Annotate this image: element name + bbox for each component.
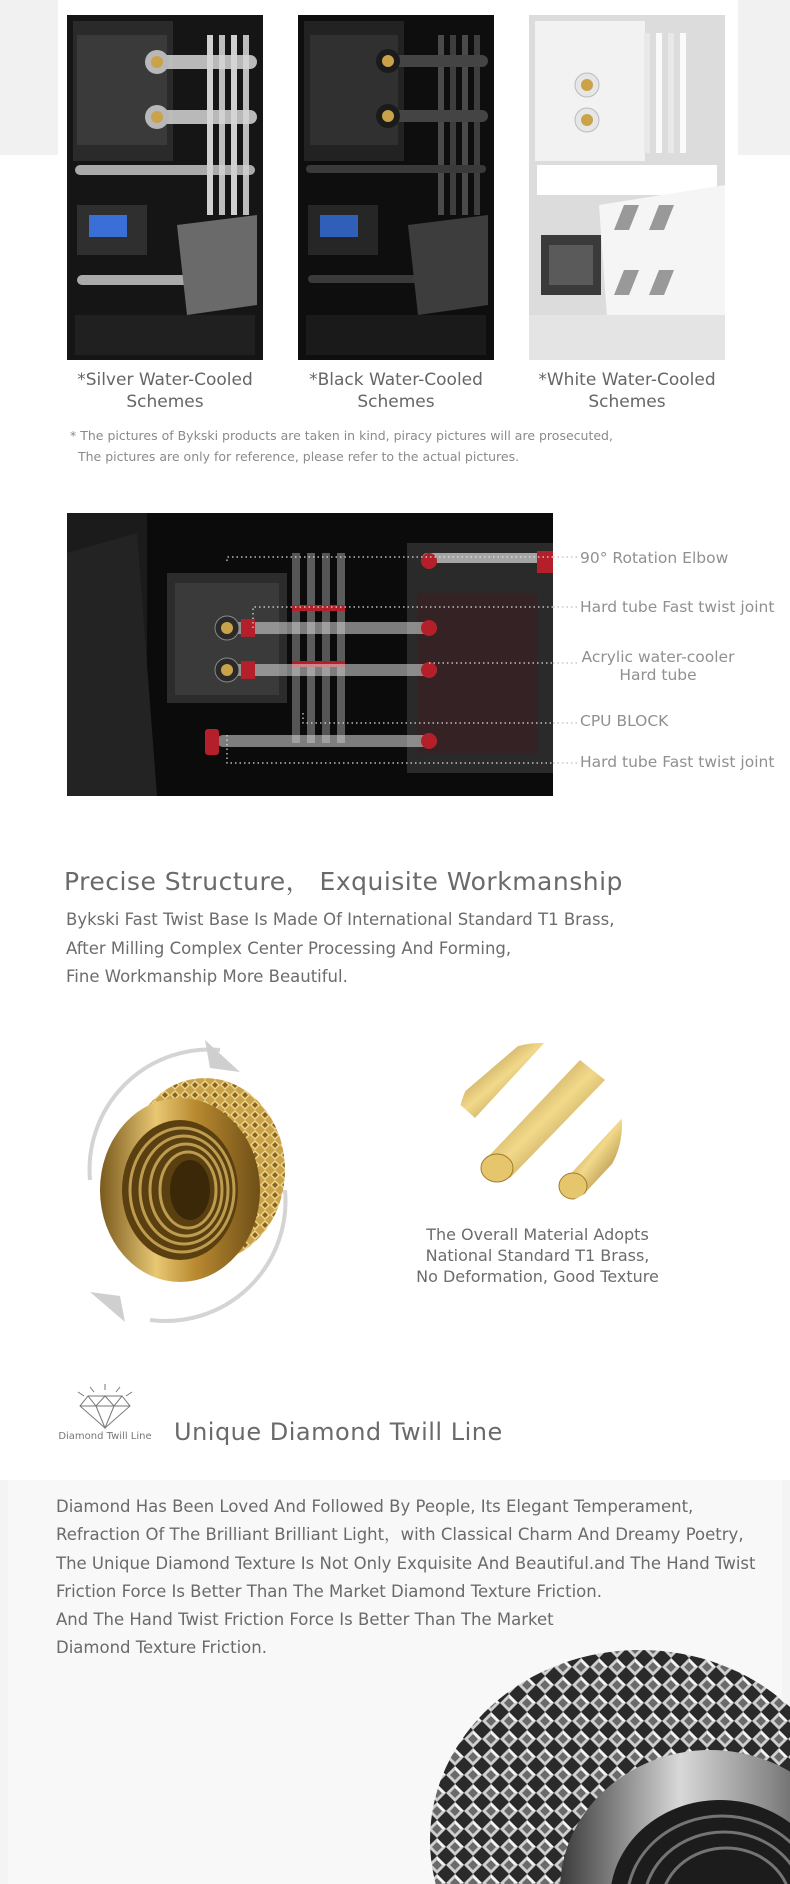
disclaimer-line2: The pictures are only for reference, please refer to the actual pictures. xyxy=(78,449,520,464)
black-scheme xyxy=(298,15,494,412)
callout-acrylic-tube xyxy=(578,648,738,684)
disclaimer-note xyxy=(70,425,613,467)
callout-rotation-elbow: 90° Rotation Elbow xyxy=(580,549,729,567)
black-scheme-caption xyxy=(278,369,514,413)
black-scheme-caption-line2: Schemes xyxy=(357,392,435,412)
material-description xyxy=(395,1224,680,1287)
black-scheme-caption-line1: *Black Water-Cooled xyxy=(309,370,483,390)
structure-line3: Fine Workmanship More Beautiful. xyxy=(66,967,348,986)
callout-joint-bottom: Hard tube Fast twist joint xyxy=(580,753,775,771)
diamond-description xyxy=(56,1493,755,1663)
callout-cpu-block: CPU BLOCK xyxy=(580,712,669,730)
silver-scheme-caption-line1: *Silver Water-Cooled xyxy=(77,370,253,390)
components-photo xyxy=(67,513,553,796)
structure-line2: After Milling Complex Center Processing And Forming, xyxy=(66,938,512,958)
white-scheme-caption-line1: *White Water-Cooled xyxy=(538,370,716,390)
brass-rods-image xyxy=(455,1040,625,1210)
diamond-line6: Diamond Texture Friction. xyxy=(56,1638,267,1658)
components-section xyxy=(0,510,790,800)
brass-fitting-image xyxy=(70,1020,310,1340)
black-scheme-photo xyxy=(298,15,494,360)
callout-joint-top: Hard tube Fast twist joint xyxy=(580,598,775,616)
diamond-title: Unique Diamond Twill Line xyxy=(174,1418,503,1446)
white-scheme-caption xyxy=(509,369,745,413)
structure-description xyxy=(66,906,614,992)
diamond-line4: Friction Force Is Better Than The Market Diamond Texture Friction. xyxy=(56,1581,602,1601)
material-line2: National Standard T1 Brass, xyxy=(425,1246,650,1265)
silver-scheme xyxy=(67,15,263,412)
structure-line1: Bykski Fast Twist Base Is Made Of International Standard T1 Brass, xyxy=(66,910,615,929)
material-line3: No Deformation, Good Texture xyxy=(416,1267,659,1286)
silver-scheme-photo xyxy=(67,15,263,360)
disclaimer-line1: * The pictures of Bykski products are taken in kind, piracy pictures will are prosecuted, xyxy=(70,428,613,443)
diamond-icon xyxy=(50,1382,160,1432)
schemes-section xyxy=(0,0,790,480)
knurled-fitting-image xyxy=(410,1640,790,1884)
callout-acrylic-line2: Hard tube xyxy=(619,666,697,684)
diamond-line2: Refraction Of The Brilliant Brilliant Light，with Classical Charm And Dreamy Poetry, xyxy=(56,1525,744,1545)
diamond-logo-text: Diamond Twill Line xyxy=(58,1431,152,1442)
silver-scheme-caption xyxy=(47,369,283,413)
diamond-line1: Diamond Has Been Loved And Followed By People, Its Elegant Temperament, xyxy=(56,1497,694,1516)
structure-title: Precise Structure， Exquisite Workmanship xyxy=(64,867,623,896)
diamond-line3: The Unique Diamond Texture Is Not Only Exquisite And Beautiful.and The Hand Twist xyxy=(56,1553,756,1573)
white-scheme xyxy=(529,15,725,412)
diamond-line5: And The Hand Twist Friction Force Is Better Than The Market xyxy=(56,1610,554,1630)
callout-acrylic-line1: Acrylic water-cooler xyxy=(581,648,735,666)
material-line1: The Overall Material Adopts xyxy=(426,1225,649,1244)
silver-scheme-caption-line2: Schemes xyxy=(126,392,204,412)
white-scheme-photo xyxy=(529,15,725,360)
white-scheme-caption-line2: Schemes xyxy=(588,392,666,412)
